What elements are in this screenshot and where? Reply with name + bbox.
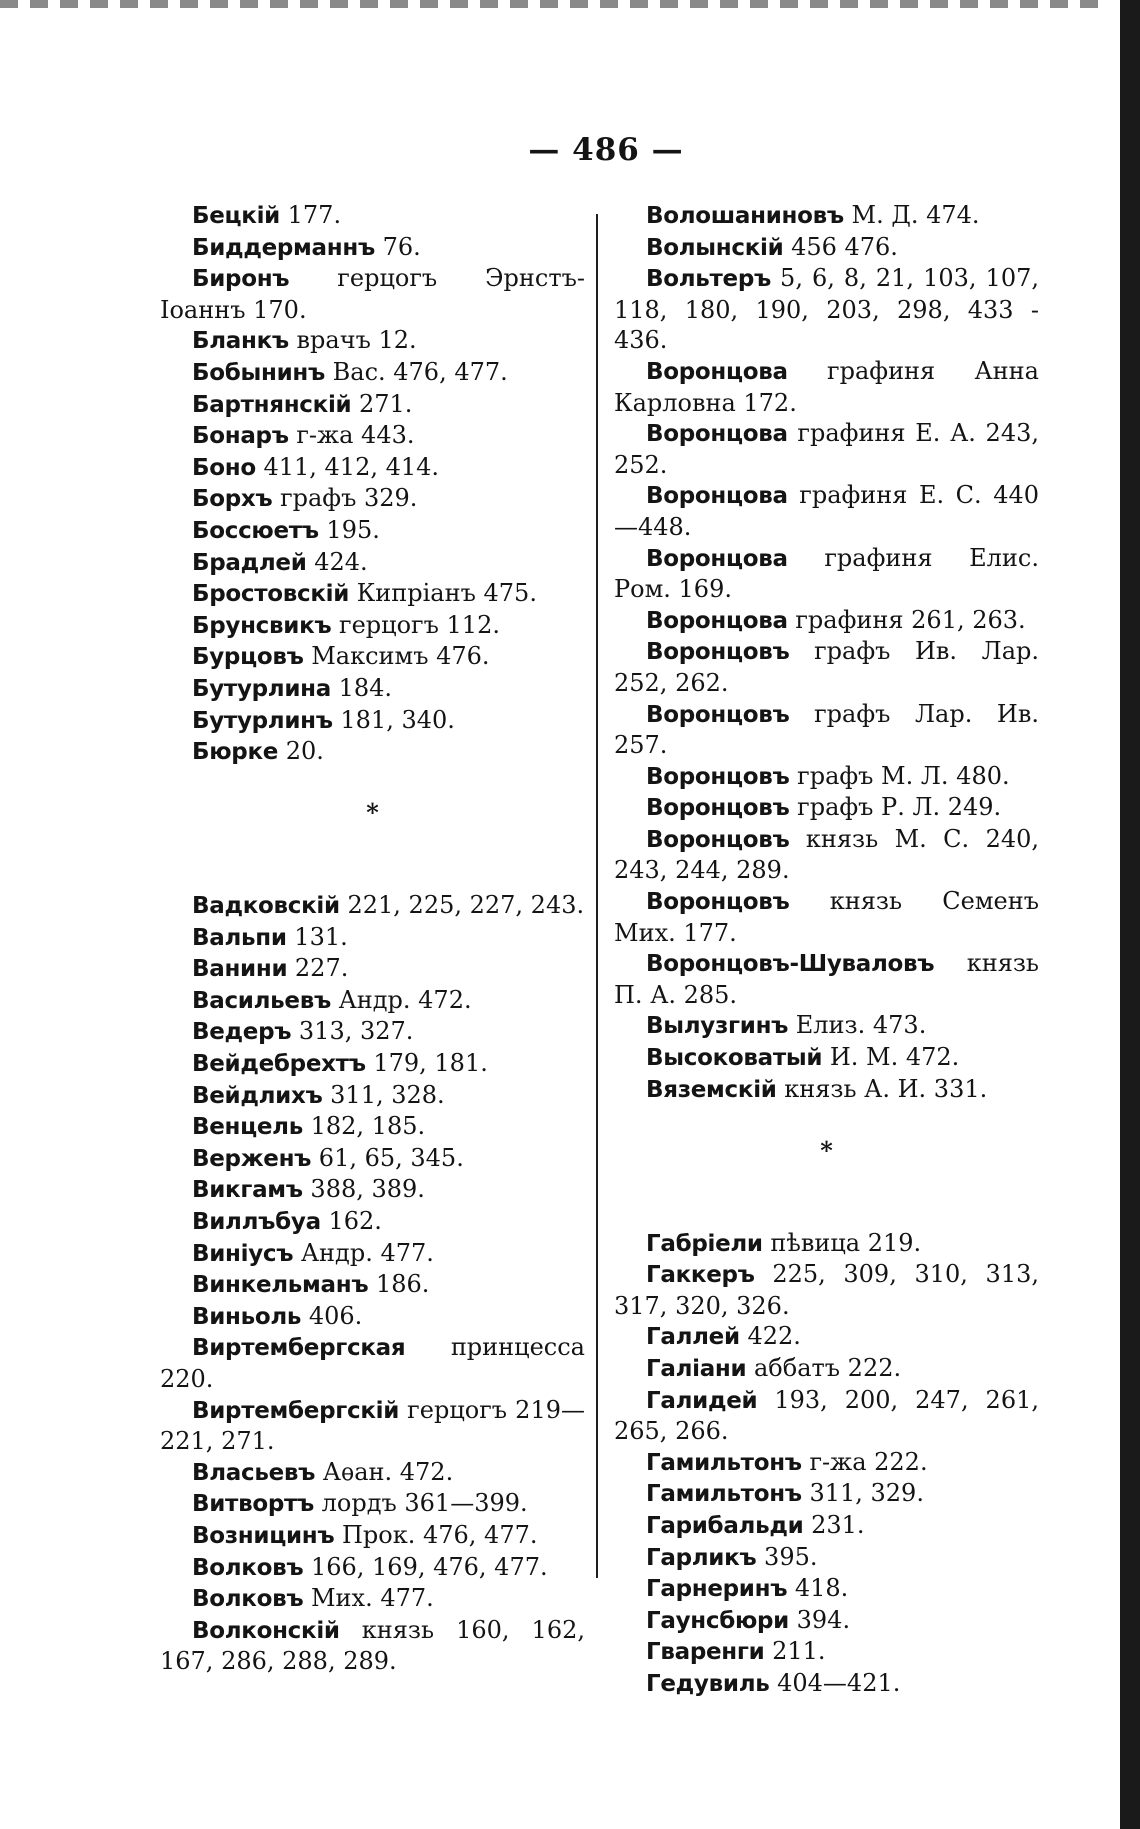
index-entry: Бюрке 20. [192,737,324,766]
page-edge-shadow [1120,0,1140,1829]
index-entry: Бартнянскій 271. [192,389,413,418]
left-column [160,200,585,1677]
index-entry: Воронцовъ графъ Ив. Лар. 252, 262. [614,637,1039,697]
index-entry: Вольтеръ 5, 6, 8, 21, 103, 107, 118, 180, 190, 203, 298, 433 - 436. [614,264,1039,355]
index-entry: Бланкъ врачъ 12. [192,326,417,355]
index-group-v-continued [614,200,1039,1105]
index-entry: Воронцовъ князь М. С. 240, 243, 244, 289. [614,824,1039,885]
index-entry: Виртембергскій герцогъ 219—221, 271. [160,1395,585,1456]
index-entry: Вальпи 131. [192,922,348,951]
page-number: — 486 — [528,132,684,168]
index-entry: Виньоль 406. [192,1301,363,1330]
index-entry: Воронцовъ-Шуваловъ князь П. А. 285. [614,949,1039,1009]
index-entry: Высоковатый И. М. 472. [646,1043,960,1072]
index-entry: Виллъбуа 162. [192,1207,382,1235]
index-entry: Галидей 193, 200, 247, 261, 265, 266. [614,1385,1039,1446]
index-entry: Гамильтонъ г-жа 222. [646,1447,928,1476]
index-entry: Гарибальди 231. [646,1510,865,1539]
right-column [614,200,1039,1700]
index-entry: Верженъ 61, 65, 345. [192,1143,464,1172]
index-entry: Волковъ Мих. 477. [192,1584,434,1613]
index-entry: Воронцова графиня 261, 263. [646,605,1026,634]
index-entry: Биронъ герцогъ Эрнстъ-Іоаннъ 170. [160,264,585,324]
index-entry: Боно 411, 412, 414. [192,452,440,481]
index-entry: Воронцовъ князь Семенъ Мих. 177. [614,887,1039,947]
index-entry: Васильевъ Андр. 472. [192,985,472,1014]
index-entry: Биддерманнъ 76. [192,232,421,261]
index-entry: Вейдлихъ 311, 328. [192,1080,445,1109]
index-entry: Галлей 422. [646,1322,801,1351]
index-group-v [160,890,585,1677]
index-entry: Винкельманъ 186. [192,1270,430,1299]
index-entry: Габріели пѣвица 219. [646,1228,922,1257]
column-divider [596,214,598,1578]
index-entry: Гарликъ 395. [646,1542,818,1571]
index-entry: Боссюетъ 195. [192,515,380,544]
index-entry: Воронцова графиня Е. С. 440—448. [614,481,1039,541]
section-separator-asterisk: * [366,798,379,828]
index-entry: Гарнеринъ 418. [646,1574,849,1603]
index-entry: Вейдебрехтъ 179, 181. [192,1049,488,1078]
index-entry: Воронцова графиня Е. А. 243, 252. [614,419,1039,479]
index-group-g [614,1228,1039,1700]
index-entry: Вадковскій 221, 225, 227, 243. [192,891,585,920]
index-entry: Бобынинъ Вас. 476, 477. [192,357,508,386]
index-entry: Ванини 227. [192,954,349,983]
index-entry: Брадлей 424. [192,547,368,576]
index-entry: Галіани аббатъ 222. [646,1353,902,1382]
index-entry: Вяземскій князь А. И. 331. [646,1074,988,1103]
index-entry: Воронцова графиня Анна Карловна 172. [614,356,1039,417]
index-entry: Волконскій князь 160, 162, 167, 286, 288, 289. [160,1615,585,1676]
index-entry: Ведеръ 313, 327. [192,1017,414,1046]
top-edge-marks [0,0,1100,8]
index-entry: Власьевъ Аѳан. 472. [192,1457,454,1486]
index-group-b [160,200,585,768]
index-entry: Бурцовъ Максимъ 476. [192,642,490,671]
index-entry: Воронцова графиня Елис. Ром. 169. [614,543,1039,604]
index-entry: Брунсвикъ герцогъ 112. [192,610,500,639]
index-entry: Гваренги 211. [646,1637,826,1666]
index-entry: Бецкій 177. [192,201,342,229]
index-entry: Бонаръ г-жа 443. [192,421,415,450]
index-entry: Бростовскій Кипріанъ 475. [192,579,537,608]
index-entry: Волковъ 166, 169, 476, 477. [192,1552,548,1581]
index-entry: Виніусъ Андр. 477. [192,1238,434,1267]
index-entry: Волынскій 456 476. [646,232,898,261]
index-entry: Воронцовъ графъ М. Л. 480. [646,761,1010,790]
index-entry: Гаккеръ 225, 309, 310, 313, 317, 320, 326. [614,1260,1039,1320]
section-separator-asterisk: * [820,1135,833,1165]
index-entry: Возницинъ Прок. 476, 477. [192,1520,538,1549]
index-entry: Витвортъ лордъ 361—399. [192,1489,528,1518]
index-entry: Бутурлинъ 181, 340. [192,705,455,734]
index-entry: Вылузгинъ Елиз. 473. [646,1011,927,1040]
index-entry: Воронцовъ графъ Лар. Ив. 257. [614,699,1039,760]
index-entry: Викгамъ 388, 389. [192,1175,425,1204]
index-entry: Волошаниновъ М. Д. 474. [646,201,980,229]
index-entry: Борхъ графъ 329. [192,484,418,513]
index-entry: Гаунсбюри 394. [646,1605,851,1634]
index-entry: Воронцовъ графъ Р. Л. 249. [646,793,1002,822]
index-entry: Гамильтонъ 311, 329. [646,1479,924,1508]
index-entry: Виртембергская принцесса 220. [160,1333,585,1393]
index-entry: Гедувиль 404—421. [646,1668,901,1697]
index-entry: Бутурлина 184. [192,673,393,702]
index-entry: Венцель 182, 185. [192,1112,426,1141]
